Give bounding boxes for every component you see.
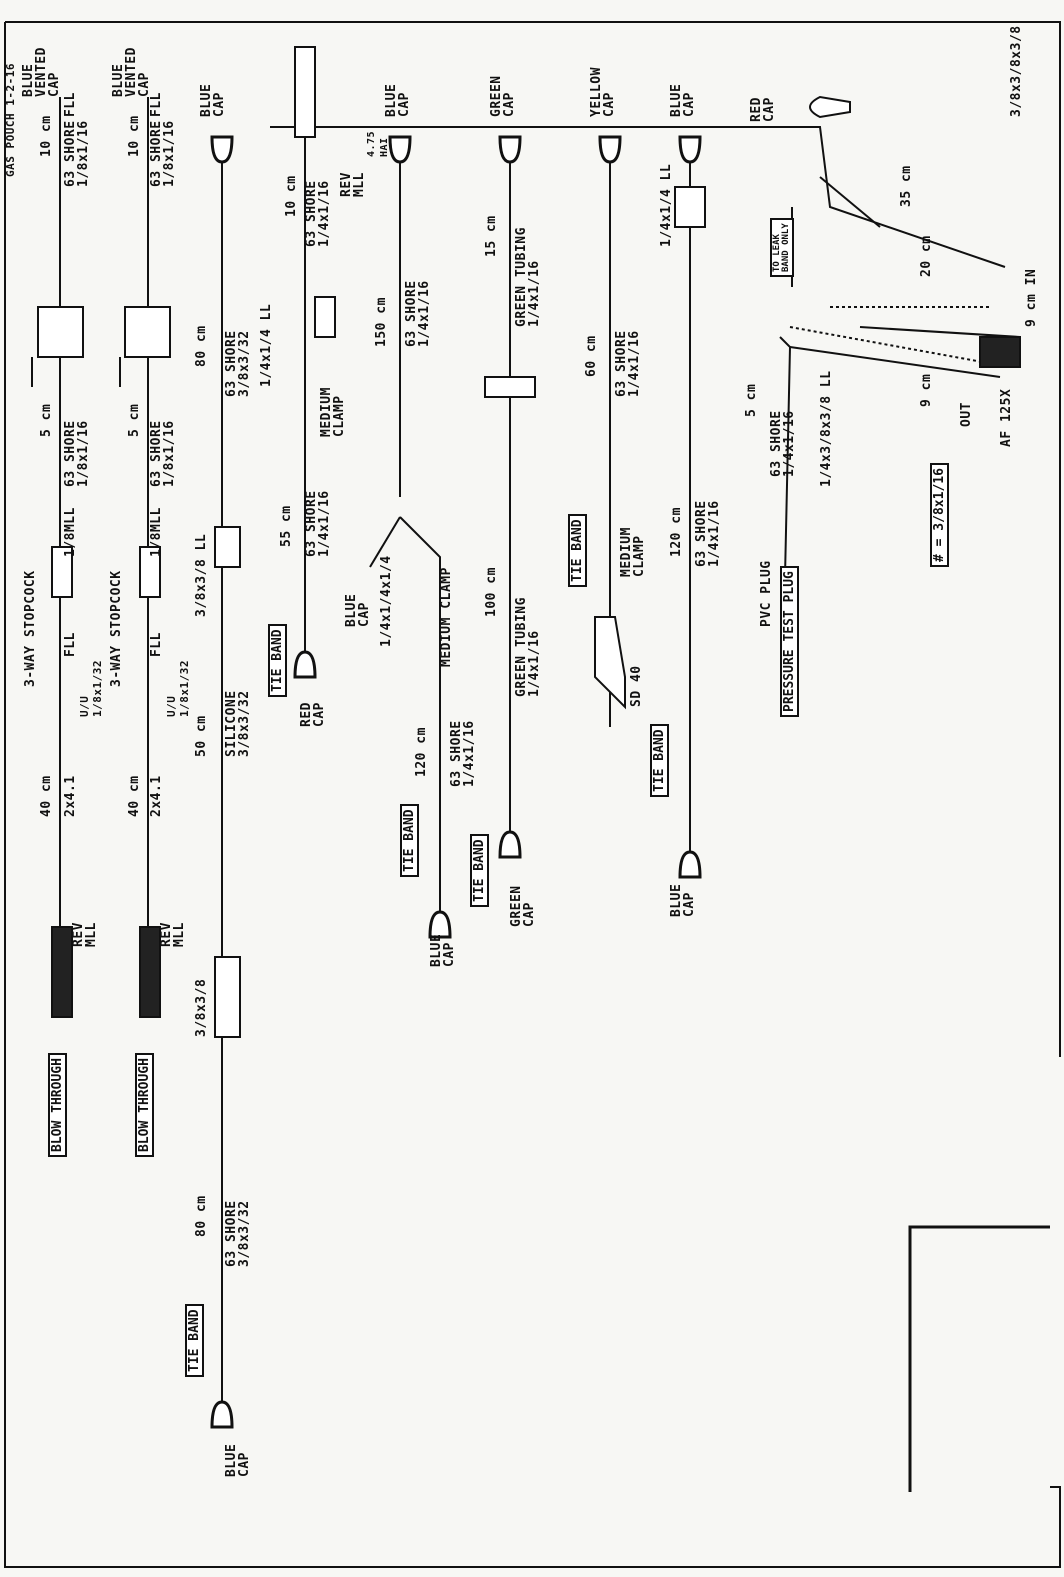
- len-9-label: 9 cm: [919, 373, 934, 407]
- pvc-plug-label: PVC PLUG: [759, 560, 774, 627]
- line8-tubing: [38, 97, 83, 1017]
- line5-tubing-label: 63 SHORE 1/4x1/16: [304, 180, 332, 247]
- line6-tubing3: 63 SHORE 3/8x3/32: [224, 1200, 252, 1267]
- line8-size: 2x4.1: [63, 775, 78, 817]
- line1-len: 120 cm: [669, 507, 684, 557]
- line5-tubing: [295, 47, 335, 677]
- line4-tie-band: TIE BAND: [400, 804, 419, 877]
- legend-box: # = 3/8x1/16: [930, 463, 949, 567]
- len-35-label: 35 cm: [899, 165, 914, 207]
- line6-len1: 80 cm: [194, 325, 209, 367]
- line6-connector: 3/8x3/8: [194, 978, 209, 1037]
- line2-cap-start: YELLOW CAP: [589, 67, 617, 117]
- line7-tubing2: 63 SHORE 1/8x1/16: [149, 420, 177, 487]
- line5-tie-band: TIE BAND: [268, 624, 287, 697]
- red-cap-label: RED CAP: [749, 97, 777, 122]
- line3-cap-start: GREEN CAP: [489, 75, 517, 117]
- line7-len3: 40 cm: [127, 775, 142, 817]
- line7-size: 2x4.1: [149, 775, 164, 817]
- line7-mll: 1/8MLL: [149, 507, 164, 557]
- line4-cap-start: BLUE CAP: [384, 83, 412, 117]
- line4-cap-end: BLUE CAP: [429, 933, 457, 967]
- line7-cap-start: BLUE VENTED CAP: [111, 47, 152, 97]
- pressure-test-box: PRESSURE TEST PLUG: [780, 566, 799, 717]
- line5-clamp: MEDIUM CLAMP: [319, 387, 347, 437]
- line3-len1: 15 cm: [484, 215, 499, 257]
- line1-cap-end: BLUE CAP: [669, 883, 697, 917]
- line7-fll1: FLL: [149, 92, 164, 117]
- line6-fitting: 3/8x3/8 LL: [194, 533, 209, 617]
- line5-rev-mll: REV MLL: [339, 172, 367, 197]
- line6-cap-end: BLUE CAP: [224, 1443, 252, 1477]
- line4-blue-cap-mid: BLUE CAP: [344, 593, 372, 627]
- tag-leak-box: TO LEAK BAND ONLY: [770, 218, 794, 277]
- line7-uu: U/U 1/8x1/32: [165, 660, 191, 717]
- line5-cap-end: RED CAP: [299, 702, 327, 727]
- len-5-label: 5 cm: [744, 383, 759, 417]
- line6-silicone: SILICONE 3/8x3/32: [224, 690, 252, 757]
- line6-tie-band: TIE BAND: [185, 1304, 204, 1377]
- line8-fll1: FLL: [63, 92, 78, 117]
- line7-stopcock: 3-WAY STOPCOCK: [109, 570, 124, 687]
- line2-tubing: [595, 147, 625, 727]
- corner-title: GAS POUCH 1-2-16: [4, 63, 17, 177]
- line5-len2: 55 cm: [279, 505, 294, 547]
- line8-tubing1: 63 SHORE 1/8x1/16: [63, 120, 91, 187]
- line1-tubing-label: 63 SHORE 1/4x1/16: [694, 500, 722, 567]
- line8-blow-box: BLOW THROUGH: [48, 1053, 67, 1157]
- line8-len1: 10 cm: [39, 115, 54, 157]
- line5-hm: 4.75 HAI: [366, 130, 390, 157]
- line6-len3: 80 cm: [194, 1195, 209, 1237]
- line6-cap-start: BLUE CAP: [199, 83, 227, 117]
- line8-mll: 1/8MLL: [63, 507, 78, 557]
- line8-fll2: FLL: [63, 632, 78, 657]
- line4-clamp: MEDIUM CLAMP: [439, 567, 454, 667]
- line3-cap-end: GREEN CAP: [509, 885, 537, 927]
- line8-cap-start: BLUE VENTED CAP: [21, 47, 62, 97]
- line8-len2: 5 cm: [39, 403, 54, 437]
- line4-tubing2: 63 SHORE 1/4x1/16: [449, 720, 477, 787]
- line2-tie-band: TIE BAND: [568, 514, 587, 587]
- border-inner: [910, 1227, 1050, 1492]
- line1-tie-band: TIE BAND: [650, 724, 669, 797]
- line7-tubing1: 63 SHORE 1/8x1/16: [149, 120, 177, 187]
- line2-len: 60 cm: [584, 335, 599, 377]
- line8-len3: 40 cm: [39, 775, 54, 817]
- line1-fitting: 1/4x1/4 LL: [659, 163, 674, 247]
- line4-len2: 120 cm: [414, 727, 429, 777]
- line8-uu: U/U 1/8x1/32: [78, 660, 104, 717]
- line4-y-fitting: 1/4x1/4x1/4: [379, 555, 394, 647]
- line8-tubing2: 63 SHORE 1/8x1/16: [63, 420, 91, 487]
- len-9-in-label: 9 cm IN: [1024, 268, 1039, 327]
- line5-tubing2: 63 SHORE 1/4x1/16: [304, 490, 332, 557]
- y-top-label: 3/8x3/8x3/8: [1009, 25, 1024, 117]
- line3-tie-band: TIE BAND: [470, 834, 489, 907]
- top-tubing-label: 63 SHORE 1/4x1/16: [769, 410, 797, 477]
- line3-len2: 100 cm: [484, 567, 499, 617]
- len-20-label: 20 cm: [919, 235, 934, 277]
- line2-sd: SD 40: [629, 665, 644, 707]
- line5-len: 10 cm: [284, 175, 299, 217]
- line7-len1: 10 cm: [127, 115, 142, 157]
- line5-fitting: 1/4x1/4 LL: [259, 303, 274, 387]
- line7-rev: REV MLL: [159, 922, 187, 947]
- af-label: AF 125X: [999, 388, 1014, 447]
- line4-tubing-label: 63 SHORE 1/4x1/16: [404, 280, 432, 347]
- y-bottom-label: 1/4x3/8x3/8 LL: [819, 370, 834, 487]
- out-label: OUT: [959, 402, 974, 427]
- line2-clamp: MEDIUM CLAMP: [619, 527, 647, 577]
- line7-tubing: [125, 97, 170, 1017]
- line1-cap-start: BLUE CAP: [669, 83, 697, 117]
- line6-tubing1: 63 SHORE 3/8x3/32: [224, 330, 252, 397]
- line6-len2: 50 cm: [194, 715, 209, 757]
- line8-rev: REV MLL: [71, 922, 99, 947]
- line7-fll2: FLL: [149, 632, 164, 657]
- line7-blow-box: BLOW THROUGH: [135, 1053, 154, 1157]
- line8-stopcock: 3-WAY STOPCOCK: [23, 570, 38, 687]
- line4-len: 150 cm: [374, 297, 389, 347]
- line7-len2: 5 cm: [127, 403, 142, 437]
- line3-tubing1: GREEN TUBING 1/4x1/16: [514, 227, 542, 327]
- line2-tubing-label: 63 SHORE 1/4x1/16: [614, 330, 642, 397]
- line3-tubing2: GREEN TUBING 1/4x1/16: [514, 597, 542, 697]
